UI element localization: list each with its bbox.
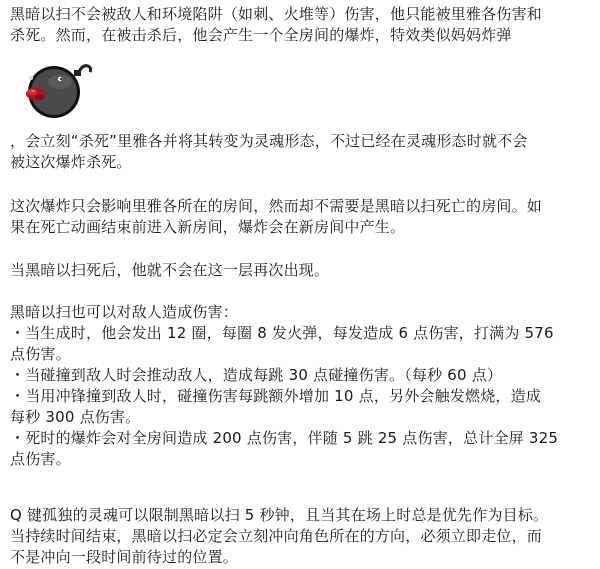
text-line: 杀死。然而，在被击杀后，他会产生一个全房间的爆炸，特效类似妈妈炸弹 xyxy=(10,26,512,44)
text-line: 点伤害。 xyxy=(10,450,71,468)
floor-paragraph xyxy=(10,260,594,281)
list-item: ・当用冲锋撞到敌人时，碰撞伤害每跳额外增加 10 点，另外会触发燃烧，造成 xyxy=(10,387,542,405)
damage-paragraph xyxy=(10,302,594,470)
list-item: ・当生成时，他会发出 12 圈，每圈 8 发火弹，每发造成 6 点伤害，打满为 576 xyxy=(10,324,554,342)
text-line: 每秒 300 点伤害。 xyxy=(10,408,141,426)
room-paragraph xyxy=(10,196,594,238)
text-line: 点伤害。 xyxy=(10,345,71,363)
text-line: 黑暗以扫不会被敌人和环境陷阱（如刺、火堆等）伤害，他只能被里雅各伤害和 xyxy=(10,5,543,23)
text-line: 不是冲向一段时间前待过的位置。 xyxy=(10,548,239,566)
list-item: ・死时的爆炸会对全房间造成 200 点伤害，伴随 5 跳 25 点伤害，总计全屏 325 xyxy=(10,429,559,447)
text-line: 当黑暗以扫死后，他就不会在这一层再次出现。 xyxy=(10,261,330,279)
mom-bomb-sprite-icon xyxy=(16,60,96,120)
text-line: Q 键孤独的灵魂可以限制黑暗以扫 5 秒钟，且当其在场上时总是优先作为目标。 xyxy=(10,506,549,524)
text-line: ，会立刻“杀死”里雅各并将其转变为灵魂形态，不过已经在灵魂形态时就不会 xyxy=(10,132,528,150)
text-line: 被这次爆炸杀死。 xyxy=(10,153,132,171)
text-line: 果在死亡动画结束前进入新房间，爆炸会在新房间中产生。 xyxy=(10,218,406,236)
list-item: ・当碰撞到敌人时会推动敌人，造成每跳 30 点碰撞伤害。（每秒 60 点） xyxy=(10,366,503,384)
text-line: 黑暗以扫也可以对敌人造成伤害： xyxy=(10,303,239,321)
text-line: 当持续时间结束，黑暗以扫必定会立刻冲向角色所在的方向，必须立即走位，而 xyxy=(10,527,543,545)
intro-paragraph xyxy=(10,4,594,46)
text-line: 这次爆炸只会影响里雅各所在的房间，然而却不需要是黑暗以扫死亡的房间。如 xyxy=(10,197,543,215)
soul-paragraph xyxy=(10,505,594,568)
after-image-paragraph xyxy=(10,131,594,173)
